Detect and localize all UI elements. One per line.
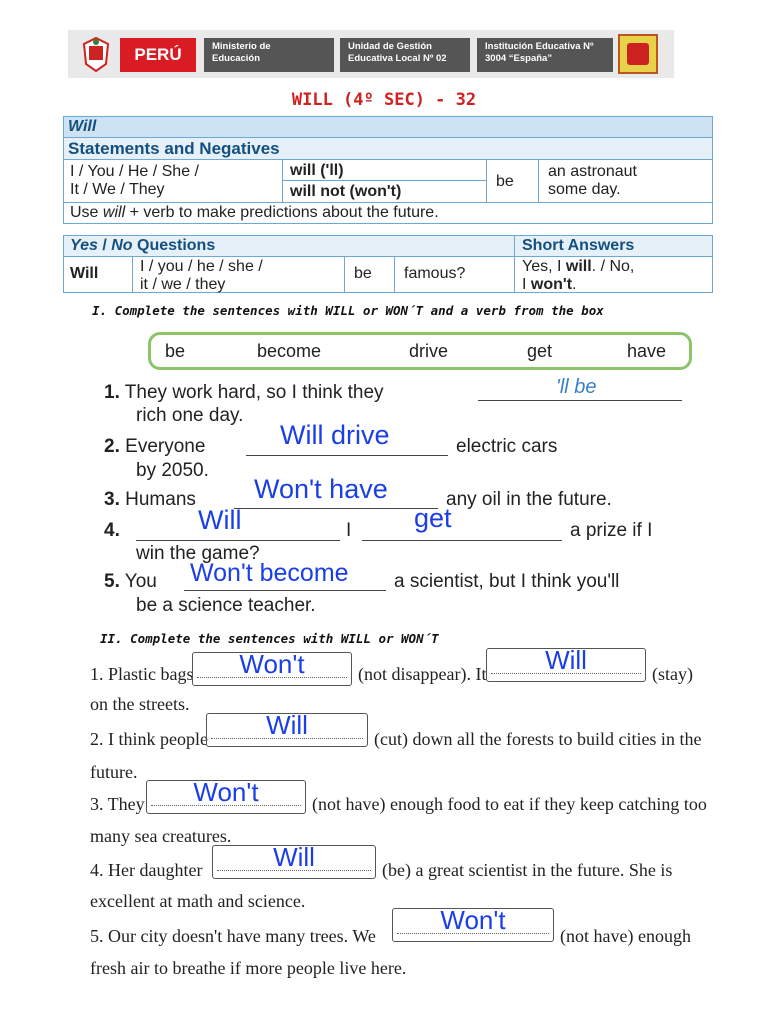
ex1-item5-post: a scientist, but I think you'll <box>394 571 620 592</box>
ex2-item4: 4. Her daughter <box>90 860 203 880</box>
ex2-item2-post: (cut) down all the forests to build cities in the <box>374 729 702 749</box>
questions-table <box>63 235 713 293</box>
peru-label: PERÚ <box>120 38 196 72</box>
ministry-line-2: Educación <box>212 53 261 64</box>
ex2-item4-post: (be) a great scientist in the future. She is <box>382 860 673 880</box>
questions-heading <box>70 237 215 255</box>
ex1-item1-line2: rich one day. <box>136 405 244 426</box>
ex1-item3 <box>104 489 196 511</box>
ex2-item5: 5. Our city doesn't have many trees. We <box>90 926 376 946</box>
statements-subject-line-1: I / You / He / She / <box>70 163 199 180</box>
ex1-item1-text: They work hard, so I think they <box>124 382 384 403</box>
word-get: get <box>527 341 553 361</box>
short-answer-no: . / No, <box>591 258 635 275</box>
ex1-item4-blank-b[interactable] <box>362 540 562 541</box>
ex1-item5 <box>104 571 157 593</box>
short-answer-will: will <box>565 258 592 275</box>
ex1-item3-post: any oil in the future. <box>446 489 612 510</box>
word-have: have <box>627 341 667 361</box>
ex1-item4 <box>104 520 120 542</box>
ministry-line-1: Ministerio de <box>212 41 271 52</box>
questions-subject-line-1: I / you / he / she / <box>140 258 263 275</box>
questions-subject-line-2: it / we / they <box>140 276 226 293</box>
ex1-item5-text: You <box>124 571 157 592</box>
peru-coat-of-arms-icon <box>78 34 114 74</box>
ugel-line-1: Unidad de Gestión <box>348 41 432 52</box>
ex2-item1-line2: on the streets. <box>90 694 190 714</box>
ex2-item1-answer-b: Will <box>545 645 587 675</box>
ex1-item2-blank[interactable] <box>246 455 448 456</box>
questions-subject <box>140 258 263 294</box>
ex1-item3-blank[interactable] <box>234 508 438 509</box>
ex2-item2-line2: future. <box>90 762 138 782</box>
ex1-item2-post: electric cars <box>456 436 558 457</box>
ex2-item1-post: (stay) <box>652 664 693 684</box>
ex1-item2-number: 2. <box>104 436 120 457</box>
short-answer <box>522 258 634 294</box>
ex1-item4-number: 4. <box>104 520 120 541</box>
questions-heading-no: No <box>111 237 133 254</box>
questions-heading-yes: Yes <box>70 237 98 254</box>
word-be: be <box>165 341 186 361</box>
exercise1-instruction: I. Complete the sentences with WILL or WON´T and a verb from the box <box>92 303 604 318</box>
ugel-label <box>340 38 470 72</box>
short-answer-line-2 <box>522 276 634 294</box>
statements-subject-line-2: It / We / They <box>70 181 165 198</box>
ex1-item2-text: Everyone <box>125 436 206 457</box>
ex2-item5-box[interactable] <box>392 905 554 942</box>
ex1-item3-number: 3. <box>104 489 120 510</box>
statements-be: be <box>496 173 514 190</box>
statements-complement-line-1: an astronaut <box>548 163 637 180</box>
statements-heading: Statements and Negatives <box>68 139 280 158</box>
ex1-item2-answer: Will drive <box>280 420 390 450</box>
ex2-item5-post: (not have) enough <box>560 926 691 946</box>
ex1-item5-answer: Won't become <box>190 559 349 587</box>
ex2-item2: 2. I think people <box>90 729 208 749</box>
questions-will: Will <box>70 265 99 282</box>
ex2-item3-box[interactable] <box>146 777 306 814</box>
ex2-item5-line2: fresh air to breathe if more people live here. <box>90 958 407 978</box>
will-contracted: will ('ll) <box>290 162 344 179</box>
ex1-item4-mid: I <box>346 520 352 541</box>
ex1-item4-answer-b: get <box>414 503 452 533</box>
statements-complement-line-2: some day. <box>548 181 621 198</box>
questions-famous: famous? <box>404 265 466 282</box>
ex2-item4-box[interactable] <box>212 842 376 879</box>
ex2-item1: 1. Plastic bags <box>90 664 194 684</box>
school-label <box>477 38 613 72</box>
questions-heading-rest: Questions <box>132 237 216 254</box>
ex2-item1-answer-a: Won't <box>239 649 305 679</box>
exercise2-instruction: II. Complete the sentences with WILL or WON´T <box>100 631 439 646</box>
ex1-item4-answer-a: Will <box>198 505 242 535</box>
school-line-1: Institución Educativa Nº <box>485 41 594 52</box>
ex2-item1-box-b[interactable] <box>486 645 646 682</box>
short-answer-i: I <box>522 276 531 293</box>
ex1-item3-answer: Won't have <box>254 474 388 504</box>
page-title: WILL (4º SEC) - 32 <box>291 90 477 110</box>
ex2-item3-answer: Won't <box>193 777 259 807</box>
statements-complement <box>548 163 637 199</box>
ex2-item5-answer: Won't <box>440 905 506 935</box>
ex2-item4-answer: Will <box>273 842 315 872</box>
ex1-item5-blank[interactable] <box>184 590 386 591</box>
will-rule-pre: Use <box>70 204 103 221</box>
ex2-item1-mid: (not disappear). It <box>358 664 487 684</box>
ex2-item3-post: (not have) enough food to eat if they keep catching too <box>312 794 707 814</box>
short-answer-period: . <box>572 276 577 293</box>
questions-be: be <box>354 265 372 282</box>
ex1-item4-post: a prize if I <box>570 520 653 541</box>
ex1-item3-text: Humans <box>125 489 196 510</box>
will-rule <box>70 204 439 222</box>
ex2-item2-box[interactable] <box>206 710 368 747</box>
will-rule-word: will <box>102 204 126 221</box>
ministry-label <box>204 38 334 72</box>
short-answer-line-1 <box>522 258 634 276</box>
word-become: become <box>257 341 322 361</box>
questions-heading-slash: / <box>97 237 112 254</box>
ex2-item1-box-a[interactable] <box>192 649 352 686</box>
ex2-item3-line2: many sea creatures. <box>90 826 232 846</box>
ugel-line-2: Educativa Local Nº 02 <box>348 53 447 64</box>
statements-subject <box>70 163 199 199</box>
will-not: will not (won't) <box>290 183 402 200</box>
will-rule-post: + verb to make predictions about the future. <box>125 204 439 221</box>
ex1-item4-line2: win the game? <box>136 543 260 564</box>
ex1-item1-number: 1. <box>104 382 120 403</box>
ex1-item1-answer: 'll be <box>556 376 597 398</box>
school-badge-icon <box>618 34 658 74</box>
ex1-item2 <box>104 436 205 458</box>
ex2-item3: 3. They <box>90 794 145 814</box>
short-answers-heading: Short Answers <box>522 237 635 254</box>
ex1-item1-blank[interactable] <box>478 400 682 401</box>
word-box <box>148 332 692 370</box>
school-line-2: 3004 “España” <box>485 53 553 64</box>
short-answer-yes: Yes, I <box>522 258 566 275</box>
ex1-item5-line2: be a science teacher. <box>136 595 316 616</box>
ex1-item1 <box>104 382 384 404</box>
ex1-item4-blank-a[interactable] <box>136 540 340 541</box>
ex1-item5-number: 5. <box>104 571 120 592</box>
grammar-title: Will <box>68 118 97 135</box>
word-drive: drive <box>409 341 449 361</box>
ex2-item2-answer: Will <box>266 710 308 740</box>
ex1-item2-line2: by 2050. <box>136 460 209 481</box>
statements-table <box>63 116 713 224</box>
ex2-item4-line2: excellent at math and science. <box>90 891 306 911</box>
short-answer-wont: won't <box>530 276 573 293</box>
